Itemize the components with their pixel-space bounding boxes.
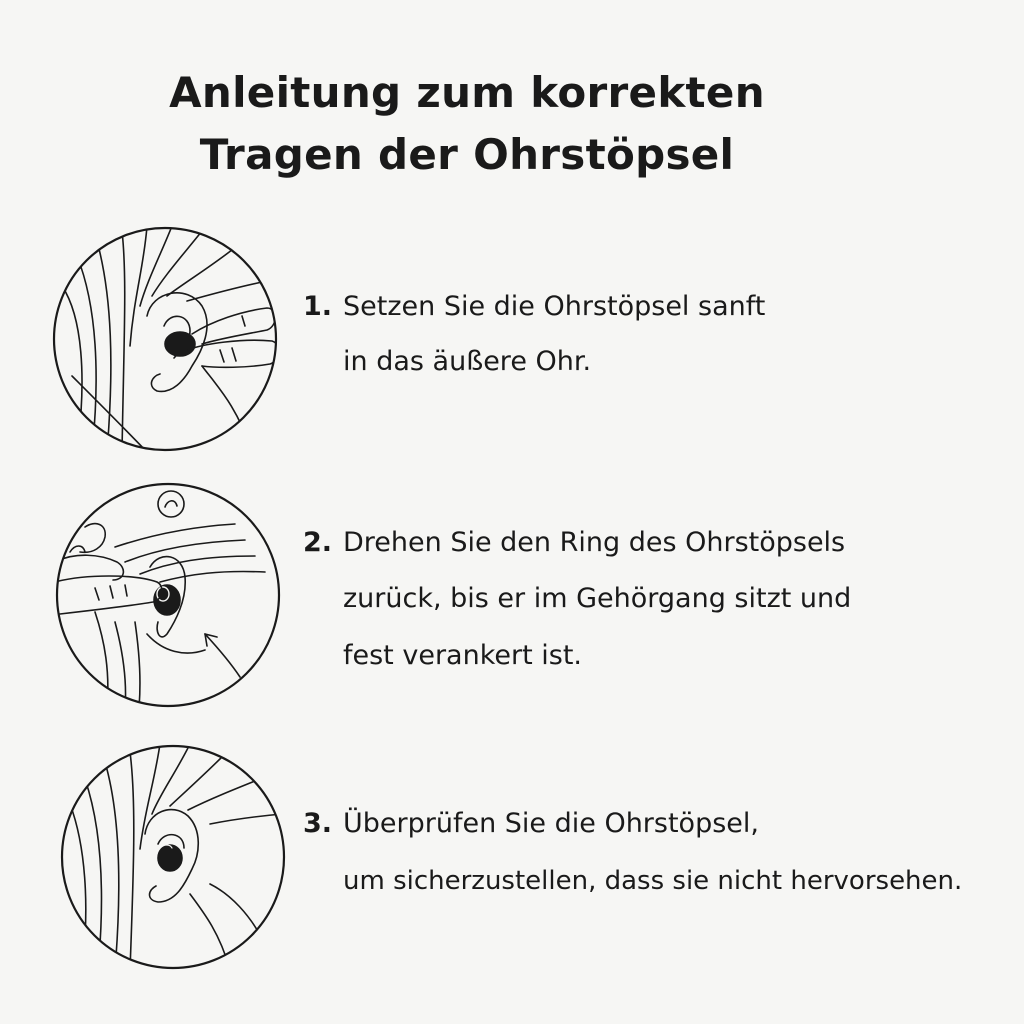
step-text-line: in das äußere Ohr.: [343, 346, 592, 377]
step-text-line: Setzen Sie die Ohrstöpsel sanft: [343, 291, 766, 322]
step-text-line: Überprüfen Sie die Ohrstöpsel,: [343, 808, 759, 839]
step-text-line: um sicherzustellen, dass sie nicht hervorsehen.: [343, 866, 963, 896]
page-title: [0, 62, 934, 186]
ear-insert-illustration: [52, 226, 278, 452]
step-number: 1.: [303, 291, 333, 322]
ear-twist-illustration: [55, 482, 281, 708]
ear-check-illustration: [60, 744, 286, 970]
step-text-line: fest verankert ist.: [343, 640, 582, 671]
step-text-line: zurück, bis er im Gehörgang sitzt und: [343, 583, 852, 614]
step-text-line: Drehen Sie den Ring des Ohrstöpsels: [343, 527, 846, 558]
step-number: 2.: [303, 527, 333, 558]
title-line-1: Anleitung zum korrekten: [169, 68, 765, 117]
title-line-2: Tragen der Ohrstöpsel: [199, 130, 735, 179]
step-number: 3.: [303, 808, 333, 839]
